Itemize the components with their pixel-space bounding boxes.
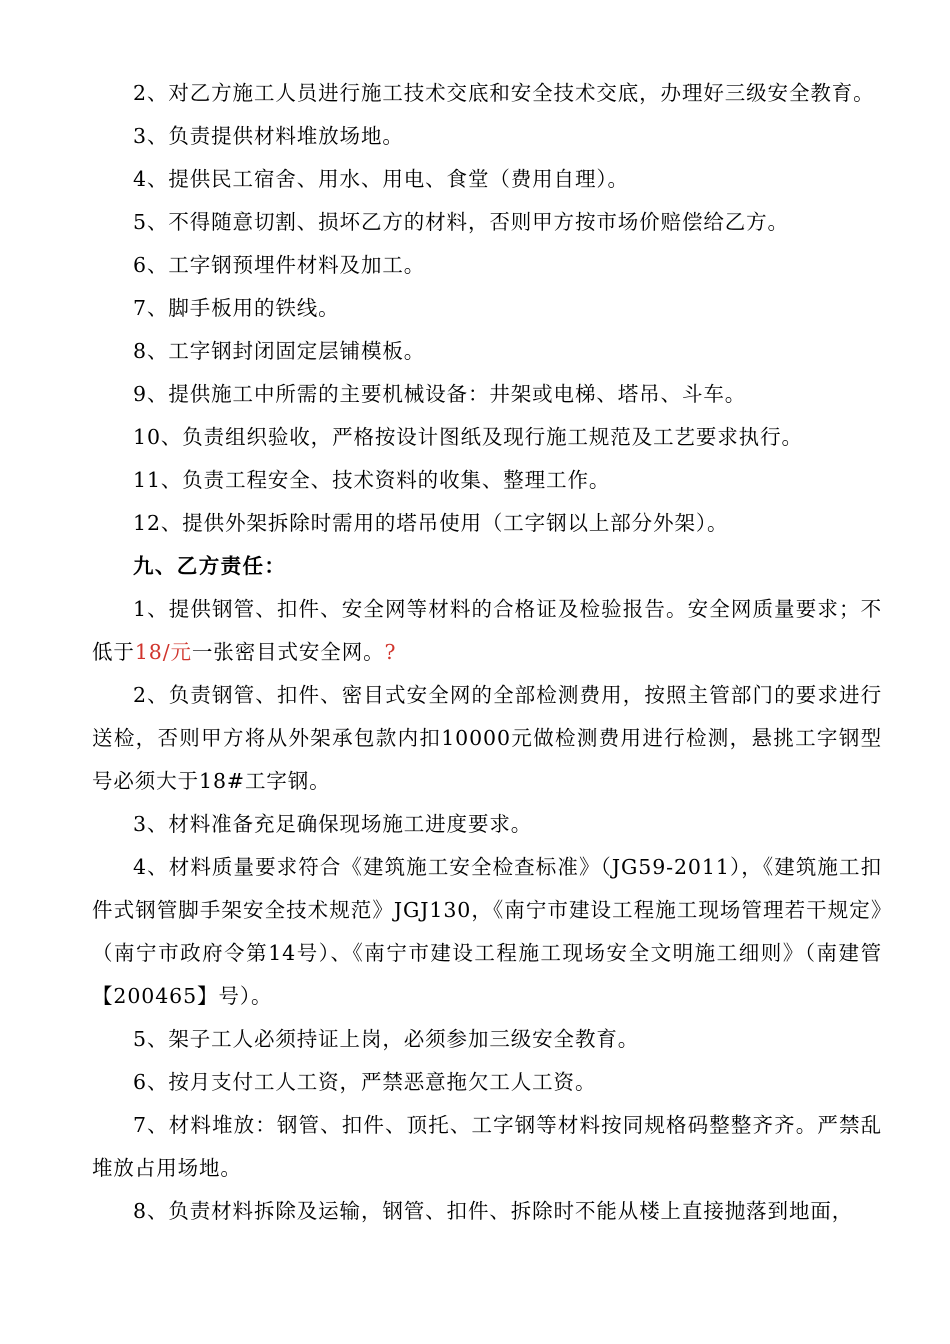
- paragraph-b-2: 2、负责钢管、扣件、密目式安全网的全部检测费用，按照主管部门的要求进行送检，否则甲方将从外架承包款内扣10000元做检测费用进行检测，悬挑工字钢型号必须大于18#工字钢。: [92, 683, 882, 793]
- paragraph-a-10: 10、负责组织验收，严格按设计图纸及现行施工规范及工艺要求执行。: [133, 425, 803, 449]
- document-page: [92, 72, 882, 1233]
- paragraph-b-4: 4、材料质量要求符合《建筑施工安全检查标准》（JG59-2011），《建筑施工扣件式钢管脚手架安全技术规范》JGJ130，《南宁市建设工程施工现场管理若干规定》（南宁市政府令第14号）、《南宁市建设工程施工现场安全文明施工细则》（南建管【200465】号）。: [92, 855, 882, 1008]
- paragraph-b-7: 7、材料堆放：钢管、扣件、顶托、工字钢等材料按同规格码整整齐齐。严禁乱堆放占用场地。: [92, 1113, 882, 1180]
- paragraph-a-11: 11、负责工程安全、技术资料的收集、整理工作。: [133, 468, 611, 492]
- paragraph-b-1: [92, 588, 882, 674]
- paragraph-a-3: 3、负责提供材料堆放场地。: [133, 124, 404, 148]
- question-mark-highlight: ?: [384, 640, 397, 664]
- paragraph-b-8: 8、负责材料拆除及运输，钢管、扣件、拆除时不能从楼上直接抛落到地面，: [133, 1199, 854, 1223]
- paragraph-b-1-prefix: 1、提供钢管、扣件、安全网等材料的合格证及检验报告。安全网质量要求；不低于: [92, 597, 882, 664]
- section-heading-party-b: 九、乙方责任：: [133, 554, 287, 578]
- price-highlight: 18/元: [134, 640, 192, 664]
- paragraph-b-5: 5、架子工人必须持证上岗，必须参加三级安全教育。: [133, 1027, 640, 1051]
- paragraph-b-6: 6、按月支付工人工资，严禁恶意拖欠工人工资。: [133, 1070, 597, 1094]
- paragraph-a-7: 7、脚手板用的铁线。: [133, 296, 340, 320]
- paragraph-a-9: 9、提供施工中所需的主要机械设备：井架或电梯、塔吊、斗车。: [133, 382, 747, 406]
- paragraph-a-5: 5、不得随意切割、损坏乙方的材料，否则甲方按市场价赔偿给乙方。: [133, 210, 789, 234]
- paragraph-a-6: 6、工字钢预埋件材料及加工。: [133, 253, 426, 277]
- paragraph-a-8: 8、工字钢封闭固定层铺模板。: [133, 339, 426, 363]
- paragraph-b-1-middle: 一张密目式安全网。: [191, 640, 385, 664]
- paragraph-b-3: 3、材料准备充足确保现场施工进度要求。: [133, 812, 533, 836]
- paragraph-a-12: 12、提供外架拆除时需用的塔吊使用（工字钢以上部分外架）。: [133, 511, 729, 535]
- paragraph-a-2: 2、对乙方施工人员进行施工技术交底和安全技术交底，办理好三级安全教育。: [133, 81, 875, 105]
- paragraph-a-4: 4、提供民工宿舍、用水、用电、食堂（费用自理）。: [133, 167, 629, 191]
